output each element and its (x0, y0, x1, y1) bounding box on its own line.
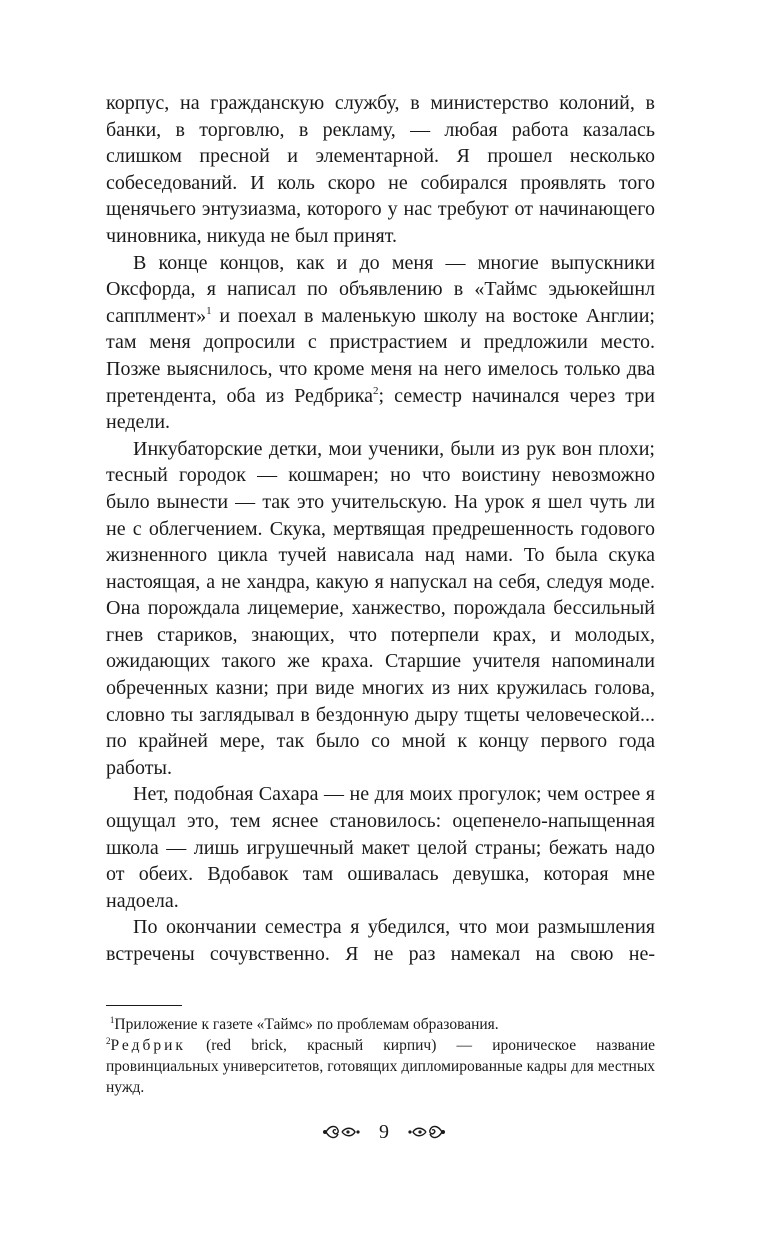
paragraph-1: корпус, на гражданскую службу, в министерство колоний, в банки, в торговлю, в рекламу, — любая работа казалась слишком пресной и элементарной. Я прошел несколько собеседований. И коль скоро не собирался проявлять того щенячьего энтузиазма, которого у нас требуют от начинающего чиновника, никуда не был принят. (106, 92, 655, 247)
page-footer (0, 1118, 768, 1145)
footnotes (106, 1014, 655, 1098)
paragraph-5: По окончании семестра я убедился, что мои размышления встречены сочувственно. Я не раз намекал на свою не- (106, 916, 655, 965)
paragraph-2 (106, 250, 655, 436)
main-text (106, 90, 655, 968)
ornament-left-icon (322, 1121, 360, 1143)
footnote-2-term: Редбрик (110, 1037, 186, 1054)
paragraph-3: Инкубаторские детки, мои ученики, были из рук вон плохи; тесный городок — кошмарен; но что воистину невозможно было вынести — так это учительскую. На урок я шел чуть ли не с облегчением. Скука, мертвящая предрешенность годового жизненного цикла тучей нависала над нами. То была скука настоящая, а не хандра, какую я напускал на себя, следуя моде. Она порождала лицемерие, ханжество, порождала бессильный гнев стариков, знающих, что потерпели крах, и молодых, ожидающих такого же краха. Старшие учителя напоминали обреченных казни; при виде многих из них кружилась голова, словно ты заглядывал в бездонную дыру тщеты человеческой... по крайней мере, так было со мной к концу первого года работы. (106, 437, 655, 779)
paragraph-2-part-a: В конце концов, как и до меня — многие выпускники Оксфорда, я написал по объявлению в «Таймс эдьюкейшнл сапплмент» (106, 251, 655, 327)
page-number: 9 (379, 1121, 389, 1144)
footnote-2-text: (red brick, красный кирпич) — ироническое название провинциальных университетов, готовящих дипломированные кадры для местных нужд. (106, 1037, 655, 1096)
paragraph-4: Нет, подобная Сахара — не для моих прогулок; чем острее я ощущал это, тем яснее становилось: оцепенело-напыщенная школа — лишь игрушечный макет целой страны; бежать надо от обеих. Вдобавок там ошивалась девушка, которая мне надоела. (106, 783, 655, 912)
footnote-ref-1: 1 (206, 304, 212, 317)
footnote-ref-2: 2 (373, 384, 379, 397)
paragraph-2-part-b: и поехал в маленькую школу на востоке Англии; там меня допросили с пристрастием и предложили место. Позже выяснилось, что кроме меня на него имелось только два претендента, оба из Редбрика (106, 304, 655, 407)
ornament-right-icon (408, 1121, 446, 1143)
footnote-2 (106, 1035, 655, 1098)
footnote-1-text: Приложение к газете «Таймс» по проблемам образования. (114, 1016, 499, 1033)
footnote-1 (106, 1014, 655, 1035)
footnote-divider (106, 1005, 182, 1006)
paragraph-2-part-c: ; семестр начинался через три недели. (106, 384, 655, 434)
footnote-1-number: 1 (109, 1015, 115, 1025)
footnote-2-number: 2 (106, 1036, 111, 1046)
